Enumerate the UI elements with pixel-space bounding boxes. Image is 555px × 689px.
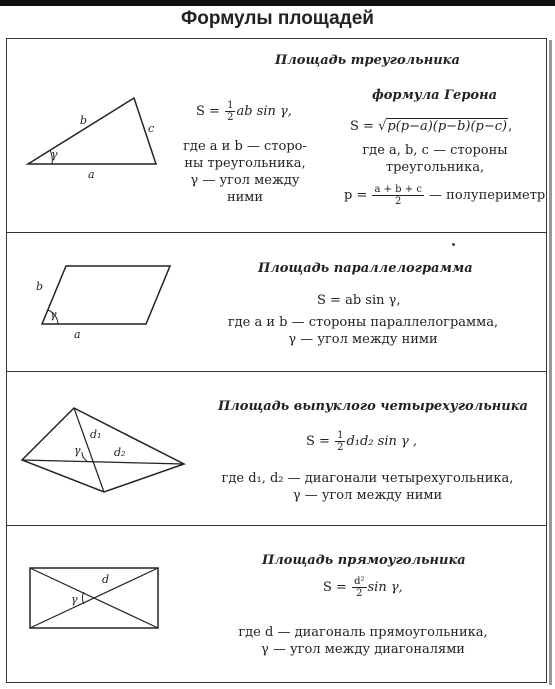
- quadrilateral-label-gamma: γ: [74, 444, 81, 457]
- parallelogram-label-gamma: γ: [50, 308, 57, 321]
- page-edge: [549, 40, 552, 685]
- page-title: Формулы площадей: [181, 8, 374, 29]
- parallelogram-desc-line: где a и b — стороны параллелограмма,: [227, 315, 499, 330]
- rectangle-heading: Площадь прямоугольника: [262, 553, 466, 568]
- rectangle-label-gamma: γ: [71, 593, 78, 606]
- quadrilateral-shape: [22, 408, 184, 492]
- quadrilateral-desc-line: γ — угол между ними: [292, 488, 443, 503]
- row-divider-1: [6, 232, 547, 233]
- quadrilateral-diagonal-d2: [22, 460, 184, 464]
- parallelogram-heading: Площадь параллелограмма: [258, 261, 473, 276]
- triangle-desc-line: ними: [226, 190, 264, 205]
- heron-description: [350, 142, 520, 176]
- heron-desc-line: треугольника,: [385, 160, 485, 175]
- heron-heading: формула Герона: [372, 88, 497, 103]
- quadrilateral-description: [205, 470, 530, 504]
- rectangle-label-d: d: [102, 573, 110, 586]
- rectangle-formula: S = $\frac{\text{d²}}{2}$ sin γ,: [323, 576, 403, 599]
- quadrilateral-diagram: [14, 400, 199, 510]
- triangle-label-a: a: [88, 168, 95, 181]
- triangle-formula: S = $\frac{1}{2}$ ab sin γ,: [196, 100, 292, 123]
- quadrilateral-angle-arc: [82, 452, 87, 461]
- triangle-label-b: b: [80, 114, 88, 127]
- quadrilateral-heading: Площадь выпуклого четырехугольника: [218, 399, 528, 414]
- quadrilateral-label-d2: d₂: [114, 446, 126, 459]
- quadrilateral-label-d1: d₁: [90, 428, 102, 441]
- triangle-label-c: c: [148, 122, 155, 135]
- heron-formula: S = √p(p−a)(p−b)(p−c),: [350, 119, 513, 134]
- semiperimeter-formula: p = $\frac{a + b + c}{2}$ — полупериметр: [344, 184, 546, 207]
- triangle-desc-line: ны треугольника,: [184, 156, 306, 171]
- rectangle-desc-line: γ — угол между диагоналями: [261, 642, 465, 657]
- parallelogram-diagram: [22, 258, 172, 343]
- triangle-heading: Площадь треугольника: [275, 53, 460, 68]
- parallelogram-label-b: b: [36, 280, 44, 293]
- quadrilateral-desc-line: где d₁, d₂ — диагонали четырехугольника,: [221, 471, 514, 486]
- rectangle-description: [218, 624, 508, 658]
- print-speck: [452, 243, 455, 246]
- top-dark-bar: [0, 0, 555, 6]
- quadrilateral-formula: S = $\frac{1}{2}$ d₁d₂ sin γ ,: [306, 430, 418, 453]
- heron-desc-line: где a, b, c — стороны: [362, 143, 508, 158]
- triangle-diagram: [20, 92, 170, 182]
- parallelogram-formula: S = ab sin γ,: [317, 293, 401, 308]
- triangle-description: [180, 138, 310, 206]
- rectangle-diagram: [28, 566, 168, 636]
- triangle-desc-line: γ — угол между: [190, 173, 300, 188]
- parallelogram-shape: [42, 266, 170, 324]
- rectangle-desc-line: где d — диагональ прямоугольника,: [238, 625, 488, 640]
- triangle-shape: [28, 98, 156, 164]
- parallelogram-desc-line: γ — угол между ними: [288, 332, 438, 347]
- triangle-label-gamma: γ: [51, 148, 58, 161]
- parallelogram-label-a: a: [74, 328, 81, 341]
- triangle-desc-line: где a и b — сторо-: [183, 139, 307, 154]
- row-divider-3: [6, 525, 547, 526]
- parallelogram-description: [218, 314, 508, 348]
- row-divider-2: [6, 371, 547, 372]
